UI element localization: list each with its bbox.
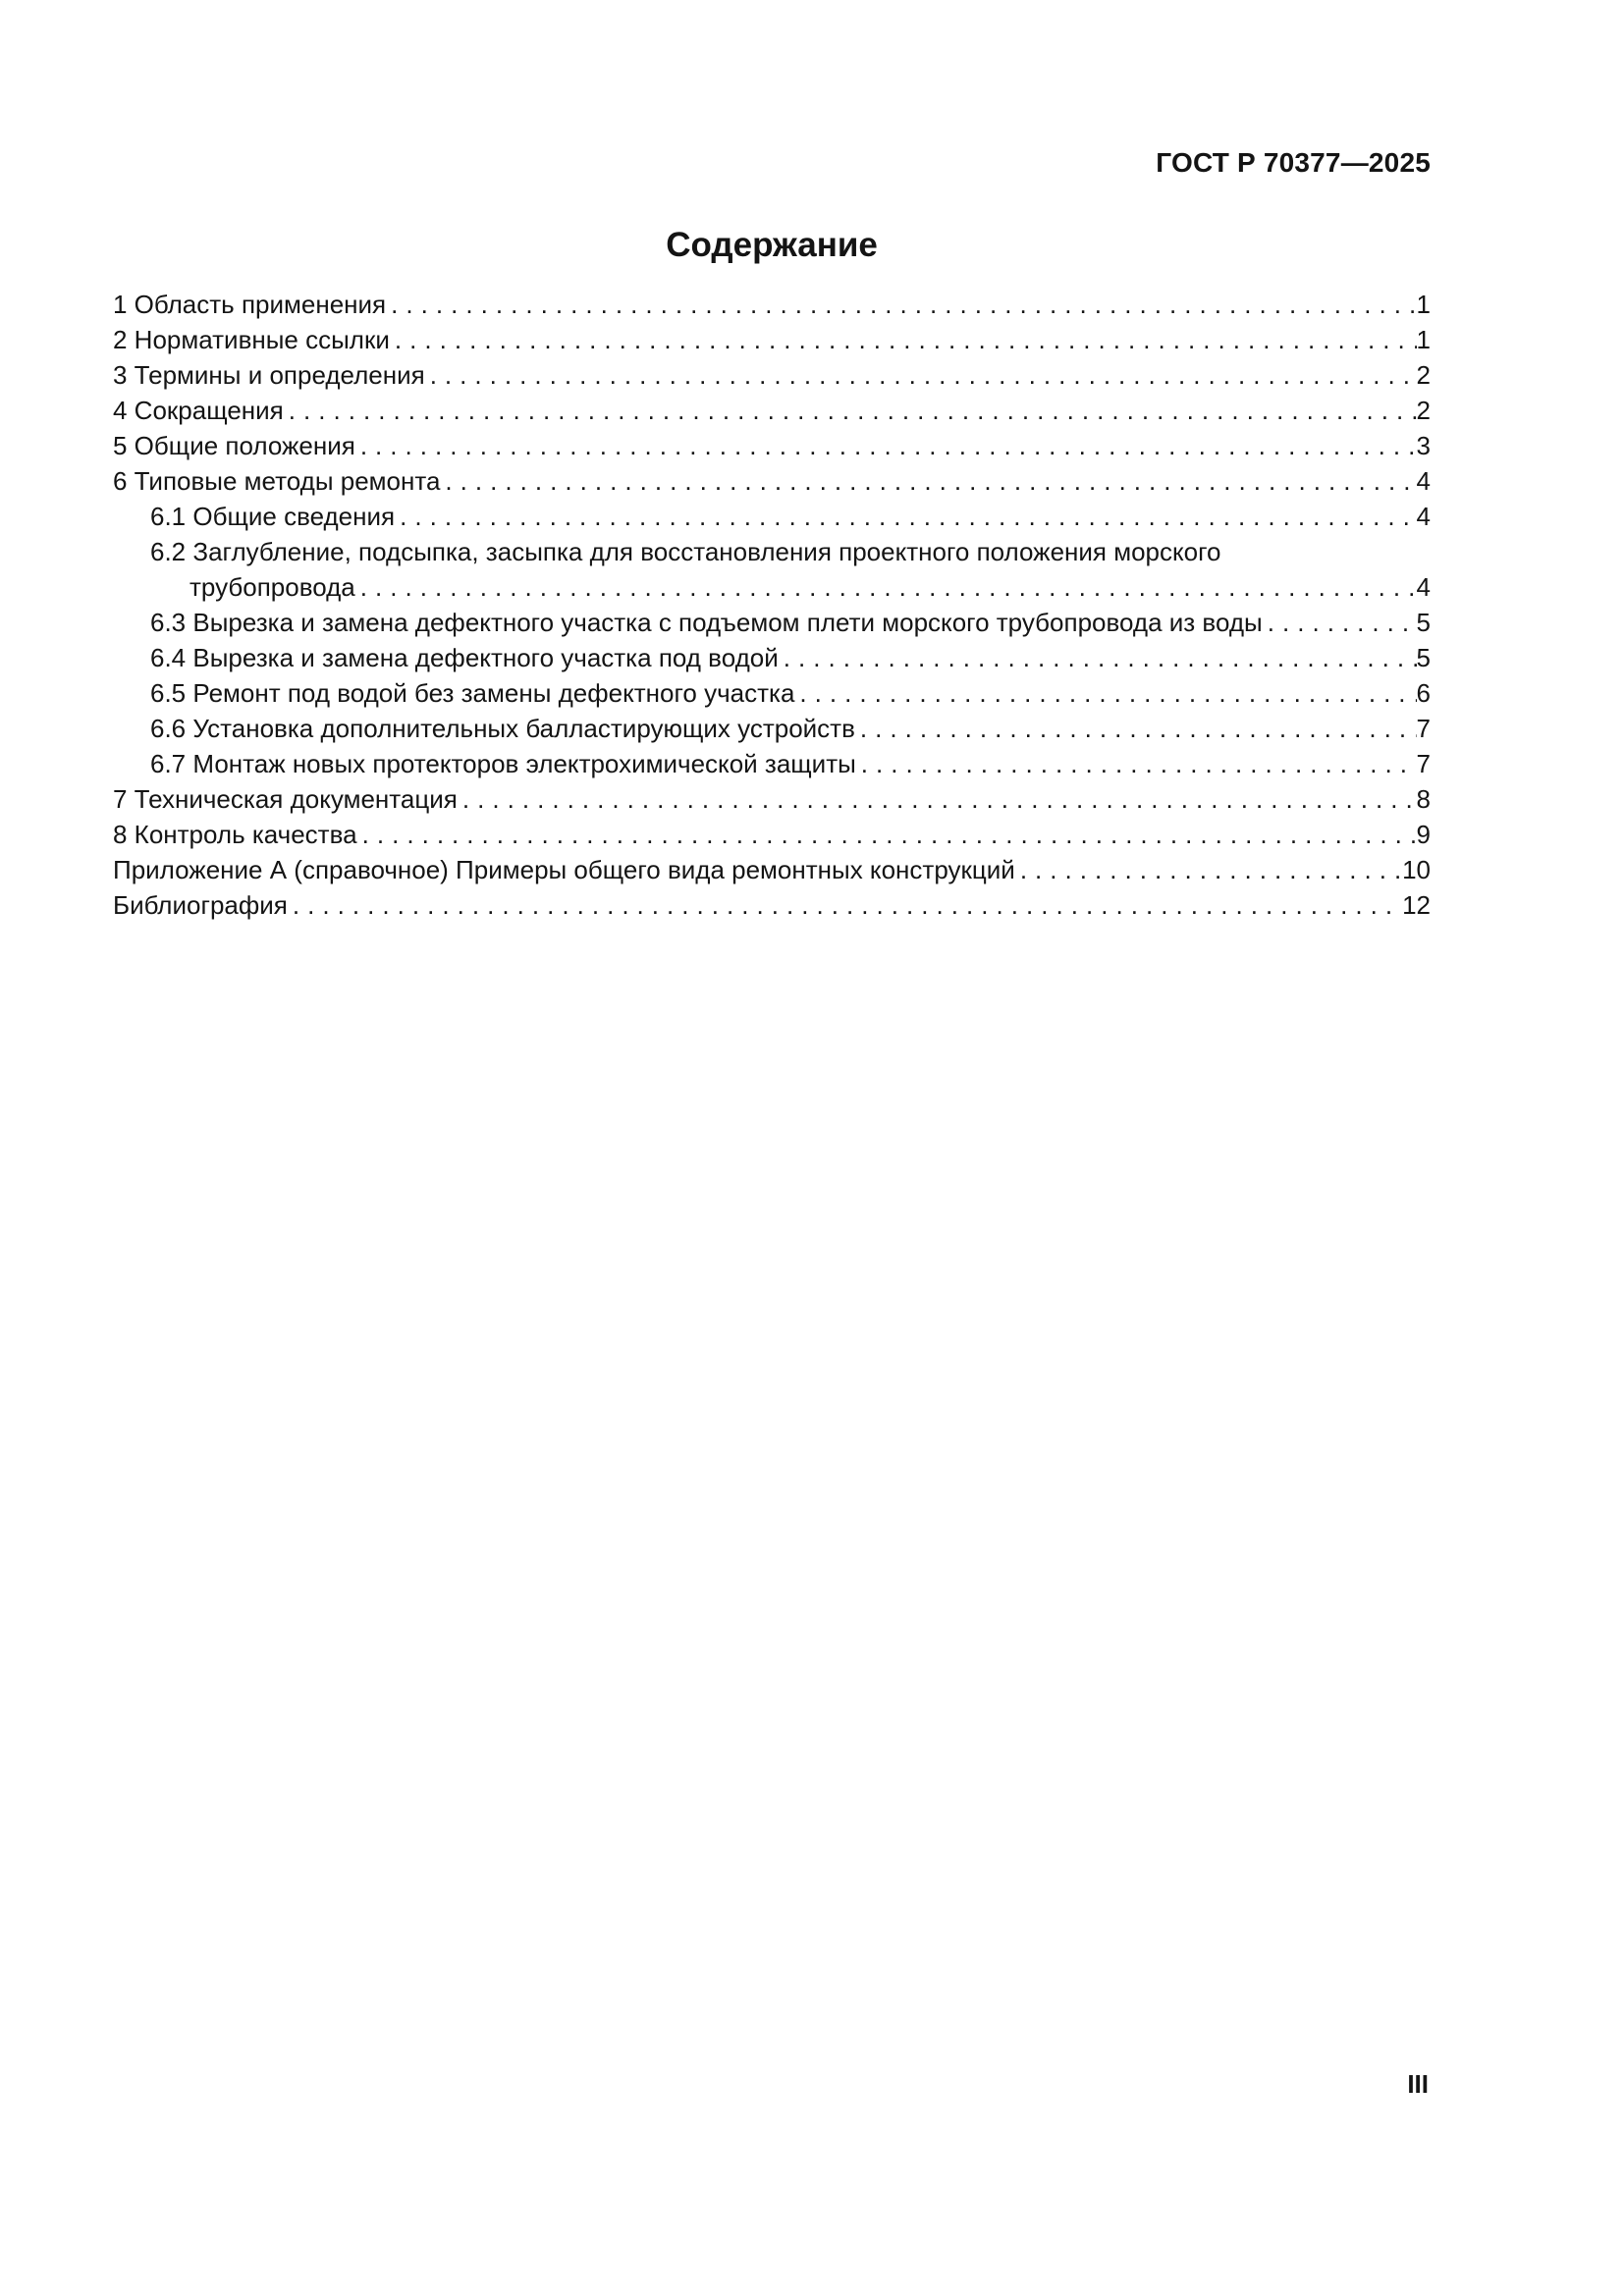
toc-entry-label: Приложение А (справочное) Примеры общего вида ремонтных конструкций — [113, 855, 1015, 884]
toc-dot-leader — [794, 675, 1416, 711]
toc-entry — [113, 393, 1431, 428]
toc-page-number: 3 — [1416, 431, 1431, 460]
toc-entry-label: 6.5 Ремонт под водой без замены дефектного участка — [150, 678, 795, 708]
toc-dot-leader — [386, 287, 1416, 322]
toc-entry-label: 6.3 Вырезка и замена дефектного участка с подъемом плети морского трубопровода из воды — [150, 608, 1263, 637]
toc-entry — [113, 287, 1431, 322]
toc-page-number: 5 — [1416, 608, 1431, 637]
toc-entry-label: 4 Сокращения — [113, 396, 284, 425]
toc-entry — [113, 852, 1431, 887]
toc-entry-label: 5 Общие положения — [113, 431, 355, 460]
toc-entry — [113, 887, 1431, 923]
toc-dot-leader — [1015, 852, 1402, 887]
toc-entry-label: 6 Типовые методы ремонта — [113, 466, 441, 496]
toc-dot-leader — [425, 357, 1417, 393]
toc-entry — [113, 605, 1431, 640]
toc-entry — [113, 746, 1431, 781]
toc-entry — [113, 463, 1431, 499]
toc-entry-label: 1 Область применения — [113, 290, 387, 319]
toc-entry — [113, 640, 1431, 675]
toc-entry — [113, 781, 1431, 817]
toc-page-number: 1 — [1416, 325, 1431, 354]
toc-page-number: 6 — [1416, 678, 1431, 708]
toc-entry — [113, 711, 1431, 746]
toc-page-number: 2 — [1416, 360, 1431, 390]
doc-code-header: ГОСТ Р 70377—2025 — [1156, 147, 1431, 178]
toc-page-number: 8 — [1416, 784, 1431, 814]
toc-entry-label: 6.4 Вырезка и замена дефектного участка под водой — [150, 643, 779, 672]
toc-entry-label: 6.6 Установка дополнительных балластирующих устройств — [150, 714, 855, 743]
toc-dot-leader — [390, 322, 1417, 357]
toc-entry-label: Библиография — [113, 890, 288, 920]
toc-entry-label: 6.7 Монтаж новых протекторов электрохимической защиты — [150, 749, 856, 778]
toc-dot-leader — [440, 463, 1416, 499]
text-column — [113, 0, 1431, 2296]
toc-page-number: 1 — [1416, 290, 1431, 319]
toc-dot-leader — [288, 887, 1402, 923]
toc-entry-label: 7 Техническая документация — [113, 784, 458, 814]
toc-entry — [113, 534, 1431, 569]
toc-page-number: 12 — [1402, 890, 1431, 920]
toc-page-number: 9 — [1416, 820, 1431, 849]
toc-dot-leader — [856, 746, 1417, 781]
toc-page-number: 10 — [1402, 855, 1431, 884]
toc-page-number: 7 — [1416, 749, 1431, 778]
toc-entry — [113, 569, 1431, 605]
toc-dot-leader — [1263, 605, 1417, 640]
toc-page-number: 7 — [1416, 714, 1431, 743]
toc-list — [113, 287, 1431, 923]
toc-page-number: 2 — [1416, 396, 1431, 425]
toc-entry — [113, 322, 1431, 357]
toc-dot-leader — [855, 711, 1417, 746]
folio-page-number: III — [1407, 2069, 1429, 2099]
page-title: Содержание — [666, 226, 878, 264]
toc-entry-label: 6.2 Заглубление, подсыпка, засыпка для восстановления проектного положения морского — [150, 537, 1221, 566]
toc-dot-leader — [458, 781, 1417, 817]
toc-dot-leader — [355, 569, 1417, 605]
toc-entry-label: 3 Термины и определения — [113, 360, 425, 390]
toc-dot-leader — [357, 817, 1417, 852]
toc-entry — [113, 499, 1431, 534]
toc-dot-leader — [284, 393, 1417, 428]
toc-entry-label: трубопровода — [189, 572, 355, 602]
toc-entry — [113, 675, 1431, 711]
toc-page-number: 5 — [1416, 643, 1431, 672]
toc-entry — [113, 817, 1431, 852]
toc-dot-leader — [779, 640, 1417, 675]
toc-page-number: 4 — [1416, 502, 1431, 531]
toc-entry-label: 2 Нормативные ссылки — [113, 325, 390, 354]
toc-entry-label: 6.1 Общие сведения — [150, 502, 396, 531]
toc-entry — [113, 428, 1431, 463]
toc-page-number: 4 — [1416, 572, 1431, 602]
toc-entry-label: 8 Контроль качества — [113, 820, 357, 849]
toc-entry — [113, 357, 1431, 393]
toc-dot-leader — [395, 499, 1416, 534]
toc-page-number: 4 — [1416, 466, 1431, 496]
toc-dot-leader — [355, 428, 1417, 463]
